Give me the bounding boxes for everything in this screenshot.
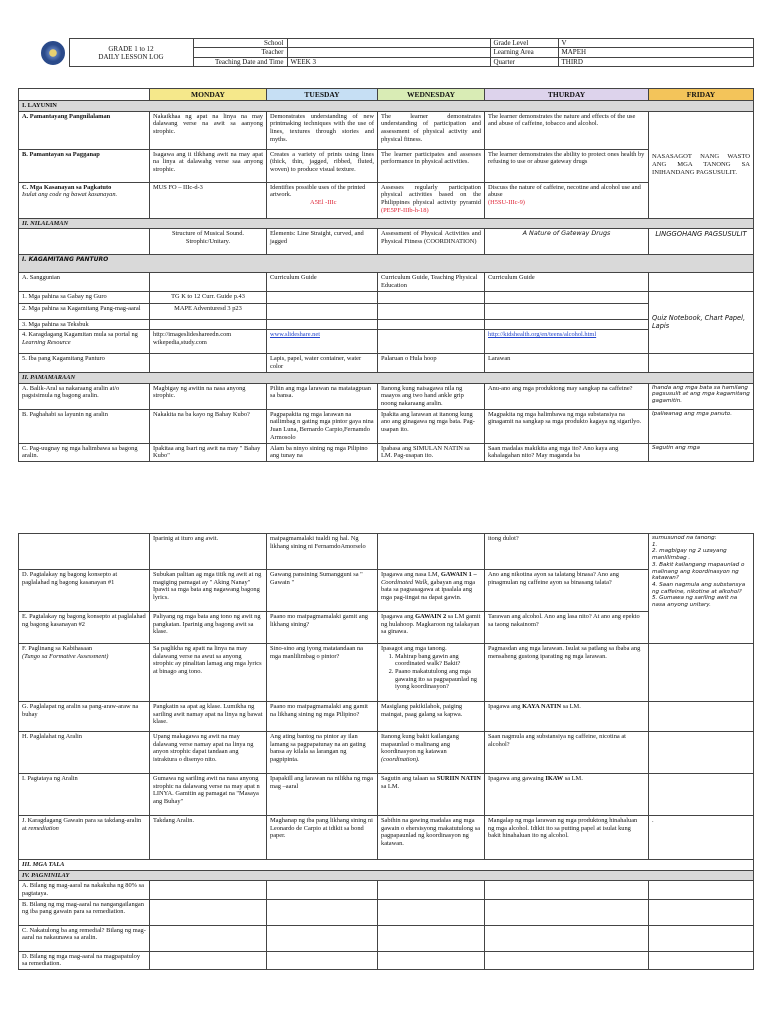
sanggunian-label: A. Sanggunian: [19, 273, 150, 291]
row-b-label: B. Pamantayan sa Pagganap: [19, 149, 150, 182]
section-mga-tala: III. MGA TALA: [19, 860, 754, 871]
row-i-wednesday: [378, 774, 485, 816]
iba-wednesday: Palaruan o Hula hoop: [378, 354, 485, 372]
row-pc-label: C. Pag-uugnay ng mga halimbawa sa bagong aralin.: [19, 443, 150, 461]
nilalaman-thursday: A Nature of Gateway Drugs: [485, 229, 649, 255]
reflect-c-label: C. Nakatulong ba ang remedial? Bilang ng mag-aaral na nakaunawa sa aralin.: [19, 925, 150, 951]
row-g-thu-b: KAYA NATIN: [522, 703, 562, 710]
reflect-d-monday: [150, 951, 267, 969]
title-line-2: DAILY LESSON LOG: [98, 52, 164, 61]
row-f-wed-list: [381, 653, 481, 691]
row-f-wed-item-1: 1. Mahirap bang gawin ang coordinated walk? Bakit?: [395, 653, 481, 668]
grade-value: V: [558, 39, 753, 48]
deped-seal: [37, 39, 69, 67]
cont-label: [19, 534, 150, 570]
row-pa-label: A. Balik-Aral sa nakaraang aralin at/o pagsisimula ng bagong aralin.: [19, 383, 150, 409]
reflect-d-thursday: [485, 951, 649, 969]
section-kagamitan: I. KAGAMITANG PANTURO: [19, 255, 754, 273]
row-j-label-text: J. Karagdagang Gawain para sa takdang-aralin at: [22, 817, 142, 832]
reflect-a-label: A. Bilang ng mag-aaral na nakakuha ng 80% sa pagtataya.: [19, 881, 150, 899]
row-h-friday: [649, 732, 754, 774]
row-d-wed-a: Ipagawa ang nasa LM,: [381, 571, 440, 578]
row-f-monday: Sa paglikha ng apatt na linya na may dalawang verse na awut sa anyong strophic ay pinalitan lamag ang mga lyrics at binago ang tono.: [150, 644, 267, 702]
reflect-c-tuesday: [267, 925, 378, 951]
reflect-c-wednesday: [378, 925, 485, 951]
row-b-tuesday: Creates a variety of prints using lines (thick, thin, jagged, ribbed, fluted, woven) to produce visual texture.: [267, 149, 378, 182]
row-pc-wednesday: Ipabasa ang SIMULAN NATIN sa LM. Pag-usapan ito.: [378, 443, 485, 461]
section-layunin: I. LAYUNIN: [19, 101, 754, 112]
row-e-thursday: Tarawan ang alcohol. Ano ang lasa nito? At ano ang epekto sa taong nakainom?: [485, 612, 649, 644]
row-pa-tuesday: Piliin ang mga larawan na matatagpuan sa bansa.: [267, 383, 378, 409]
row-g-tuesday: Paano mo maipagmamalaki ang gamit na likhang sining ng mga Pilipino?: [267, 702, 378, 732]
row-c-tuesday-code: A5El -IIIc: [310, 199, 337, 207]
section-pamamaraan: II. PAMAMARAAN: [19, 372, 754, 383]
date-value: WEEK 3: [287, 57, 490, 66]
reflect-a-thursday: [485, 881, 649, 899]
kagamitan-wednesday: [378, 303, 485, 319]
lr-thursday-link[interactable]: http://kidshealth.org/en/teens/alcohol.html: [485, 330, 649, 354]
cont-wednesday: [378, 534, 485, 570]
lr-wednesday: [378, 330, 485, 354]
row-h-wed-b: (coordination).: [381, 756, 420, 764]
row-f-wed-item-2: 2. Paano makatutulong ang mga gawaing ito sa pagpapaunlad ng iyong koordinasyon?: [395, 668, 481, 691]
gabay-wednesday: [378, 291, 485, 303]
row-h-thursday: Saan nagmula ang substansiya ng caffeine, nicotina at alcohol?: [485, 732, 649, 774]
lr-friday: Quiz Notebook, Chart Papel, Lapis: [649, 291, 754, 354]
lesson-table-2: [18, 533, 754, 970]
row-b-thursday: The learner demonstrates the ability to protect ones health by refusing to use or abuse gateway drugs: [485, 149, 649, 182]
row-c-wednesday: [378, 182, 485, 218]
friday-question-2: 2. magbigay ng 2 uzayang manlilimbag .: [652, 548, 727, 562]
reflect-d-wednesday: [378, 951, 485, 969]
friday-question-5: 5. Gumawa ng sariling awit na nasa anyong unitary.: [652, 595, 738, 609]
cont-thursday: itong dulot?: [485, 534, 649, 570]
nilalaman-wednesday: Assessment of Physical Activities and Physical Fitness (COORDINATION): [378, 229, 485, 255]
cont-monday: Iparinig at ituro ang awit.: [150, 534, 267, 570]
row-g-thu-c: sa LM.: [562, 703, 581, 710]
row-c-wednesday-text: Assesses regularly participation physical activities based on the Philippines physical activity pyramid: [381, 183, 481, 207]
kagamitan-label: 2. Mga pahina sa Kagamitang Pang-mag-aaral: [19, 303, 150, 319]
row-j-monday: Takdang Aralin.: [150, 816, 267, 860]
row-a-label: A. Pamantayang Pangnilalaman: [19, 111, 150, 149]
area-value: MAPEH: [558, 48, 753, 57]
row-pa-thursday: Anu-ano ang mga produktong may sangkap na caffeine?: [485, 383, 649, 409]
iba-monday: [150, 354, 267, 372]
row-e-monday: Paliyang ng mga bata ang tono ng awit ng pangkatan. Iparinig ang bagong awit sa klase.: [150, 612, 267, 644]
row-d-wed-c: Coordinated Walk,: [381, 578, 429, 586]
reflect-a-wednesday: [378, 881, 485, 899]
friday-question-1: 1.: [652, 541, 658, 548]
sanggunian-wednesday: Curriculum Guide, Teaching Physical Education: [378, 273, 485, 291]
friday-question-4: 4. Saan nagmula ang substansya ng caffeine, nikotine at alkohol?: [652, 581, 746, 595]
row-f-label-sub: (Tungo sa Formative Assessment): [22, 652, 109, 660]
quarter-value: THIRD: [558, 57, 753, 66]
friday-question-intro: sumusunod na tanong:: [652, 535, 717, 541]
row-e-wed-c: sa LM gamit ng hulahoop. Magkaroon ng talakayan sa ginawa.: [381, 613, 481, 636]
reflect-b-wednesday: [378, 899, 485, 925]
teksbuk-tuesday: [267, 319, 378, 330]
row-f-label: [19, 644, 150, 702]
row-pb-label: B. Paghahabi sa layunin ng aralin: [19, 409, 150, 443]
row-pb-tuesday: Pagpapakita ng mga larawan na nailimbag n gating mga pintor gaya nina Juan Luna, Bernardo Carpio,Fernamdo Armosolo: [267, 409, 378, 443]
gabay-tuesday: [267, 291, 378, 303]
friday-question-3: 3. Bakit kailangang mapaunlad o malinang ang koordinasyon ng katawan?: [652, 561, 745, 582]
lr-label-text: 4. Karagdagang Kagamitan mula sa portal ng: [22, 331, 138, 339]
row-c-tuesday-text: Identifies possible uses of the printed artwork.: [270, 183, 366, 199]
row-f-wednesday: [378, 644, 485, 702]
reflect-b-friday: [649, 899, 754, 925]
school-value: [287, 39, 490, 48]
row-i-thu-c: sa LM.: [564, 775, 583, 782]
row-f-thursday: Pagmasdan ang mga larawan. Isulat sa patlang sa ibaba ang mensaheng gustong iparating ng mga larawan.: [485, 644, 649, 702]
row-i-wed-b: SURIIN NATIN: [436, 775, 481, 782]
row-c-label-text: C. Mga Kasanayan sa Pagkatuto: [22, 183, 112, 191]
row-a-friday: NASASAGOT NANG WASTO ANG MGA TANONG SA INIHANDANG PAGSUSULIT.: [649, 111, 754, 218]
row-f-tuesday: Sino-sino ang iyong matatandaan na mga manlilimbag o pintor?: [267, 644, 378, 702]
teksbuk-monday: [150, 319, 267, 330]
reflect-a-tuesday: [267, 881, 378, 899]
cont-tuesday: maipagmamalaki tualdi ng hal. Ng likhang sining ni FernamdoAmorselo: [267, 534, 378, 570]
reflect-b-thursday: [485, 899, 649, 925]
cont-friday: [649, 534, 754, 644]
row-j-friday: .: [649, 816, 754, 860]
teksbuk-thursday: [485, 319, 649, 330]
row-b-wednesday: The learner participates and assesses performance in physical activities.: [378, 149, 485, 182]
row-c-monday: MUS FO – IIIc-d-3: [150, 182, 267, 218]
row-j-thursday: Mangalap ng mga larawan ng mga produktong hinahaluan ng mga alcohol. Idikit ito sa putting papel at isulat kung bakit hinahaluan ito ng alcohol.: [485, 816, 649, 860]
row-c-thursday-text: Discuss the nature of caffeine, necotine and alcohol use and abuse: [488, 183, 641, 199]
row-h-label: H. Paglalahat ng Aralin: [19, 732, 150, 774]
day-tuesday: TUESDAY: [267, 89, 378, 101]
lesson-table-1: [18, 88, 754, 462]
iba-tuesday: Lapis, papel, water container, water color: [267, 354, 378, 372]
row-i-friday: [649, 774, 754, 816]
row-e-wed-b: GAWAIN 2: [415, 613, 447, 620]
day-thursday: THURDAY: [485, 89, 649, 101]
sanggunian-monday: [150, 273, 267, 291]
row-f-label-text: F. Paglinang sa Kabihasaan: [22, 645, 93, 652]
row-c-tuesday: [267, 182, 378, 218]
row-g-thursday: [485, 702, 649, 732]
row-d-label: D. Pagtalakay ng bagong konsepto at paglalahad ng bagong kasanayan #1: [19, 570, 150, 612]
sanggunian-tuesday: Curriculum Guide: [267, 273, 378, 291]
reflect-d-tuesday: [267, 951, 378, 969]
reflect-a-friday: [649, 881, 754, 899]
day-friday: FRIDAY: [649, 89, 754, 101]
row-i-wed-c: sa LM.: [381, 782, 400, 790]
row-c-label: [19, 182, 150, 218]
day-wednesday: WEDNESDAY: [378, 89, 485, 101]
reflect-c-friday: [649, 925, 754, 951]
row-i-wed-a: Sagutin ang talaan sa: [381, 775, 436, 782]
row-i-label: I. Pagtataya ng Aralin: [19, 774, 150, 816]
teacher-value: [287, 48, 490, 57]
quarter-label: Quarter: [490, 57, 558, 66]
kagamitan-tuesday: [267, 303, 378, 319]
gabay-monday: TG K to 12 Curr. Guide p.43: [150, 291, 267, 303]
row-i-thu-b: IKAW: [545, 775, 564, 782]
row-d-wed-b: GAWAIN 1 –: [440, 571, 477, 578]
row-pb-monday: Nakakita na ba kayo ng Bahay Kubo?: [150, 409, 267, 443]
row-e-tuesday: Paano mo maipagmamalaki gamit ang likhang sining?: [267, 612, 378, 644]
row-d-thursday: Ano ang nikotina ayon sa talatang binasa? Ano ang pinagmulan ng caffeine ayon sa binasang talata?: [485, 570, 649, 612]
row-a-tuesday: Demonstrates understanding of new printmaking techniques with the use of lines, textures through stories and myths.: [267, 111, 378, 149]
row-j-label: [19, 816, 150, 860]
row-g-label: G. Paglalapat ng aralin sa pang-araw-araw na buhay: [19, 702, 150, 732]
nilalaman-monday: Structure of Musical Sound. Strophic/Unitary.: [150, 229, 267, 255]
row-b-monday: Isagawa ang ii tlikhang awit na may apat na linya at dalawahg verse saa anyong strophic.: [150, 149, 267, 182]
row-c-thursday-code: (H5SU-IIIc-9): [488, 199, 525, 207]
nilalaman-label: [19, 229, 150, 255]
row-pa-wednesday: Itanong kung naisagawa nila ng maayos ang two hand ankle grip noong nakaraang aralin.: [378, 383, 485, 409]
reflect-b-tuesday: [267, 899, 378, 925]
iba-friday: [649, 354, 754, 372]
row-h-wed-a: Itanong kung bakit kailangang mapaunlad o malinang ang koordinasyon ng katawan: [381, 733, 459, 756]
kagamitan-monday: MAPE Adventuresd 3 p23: [150, 303, 267, 319]
row-pc-tuesday: Alam ba ninyo sining ng mga Pilipino ang tunay na: [267, 443, 378, 461]
row-pc-monday: Ipakitaa ang Isart ng awit na may " Bahay Kubo": [150, 443, 267, 461]
nilalaman-tuesday: Elements: Line Straight, curved, and jagged: [267, 229, 378, 255]
row-pc-thursday: Saan madalas makikita ang mga ito? Ano kaya ang kahalagahan nito? May maganda ba: [485, 443, 649, 461]
iba-label: 5. Iba pang Kagamitang Panturo: [19, 354, 150, 372]
reflect-b-monday: [150, 899, 267, 925]
row-g-friday: [649, 702, 754, 732]
section-pagninilay: IV. PAGNINILAY: [19, 870, 754, 881]
row-i-monday: Gumawa ng sariling awit na nasa anyong strophic na dalawang verse na may apat n LINYA. Gamitin ag pamagat na "Masaya ang Buhay": [150, 774, 267, 816]
row-f-friday: [649, 644, 754, 702]
row-pa-monday: Magbigay ng awitin na nasa anyong strophic.: [150, 383, 267, 409]
row-i-tuesday: Ipapakill ang larawan na nilikha ng mga mag –aaral: [267, 774, 378, 816]
row-pb-friday: Ipaliwanag ang mga panuto.: [649, 409, 754, 443]
row-i-thursday: [485, 774, 649, 816]
row-h-monday: Upang makagawa ng awit na may dalawang verse namay apat na linya ng anyon strophic dapat tandaan ang istraktura o disenyo nito.: [150, 732, 267, 774]
header-table: [37, 38, 754, 67]
row-pc-friday: Sagutin ang mga: [649, 443, 754, 461]
reflect-d-friday: [649, 951, 754, 969]
sanggunian-friday: [649, 273, 754, 291]
sanggunian-thursday: Curriculum Guide: [485, 273, 649, 291]
row-c-thursday: [485, 182, 649, 218]
lr-monday: http://imageslideshareedn.com wikepedia,study.com: [150, 330, 267, 354]
dll-title: [69, 39, 193, 67]
lr-tuesday-link[interactable]: www.slideshare.net: [267, 330, 378, 354]
row-j-wednesday: Sabihin na gawing madalas ang mga gawain o ehersisyong makatutulong sa pagpapaunlad ng koordinasyon ng katawan.: [378, 816, 485, 860]
row-c-sublabel: Isulat ang code ng bawat kasanayan.: [22, 191, 118, 199]
school-label: School: [193, 39, 287, 48]
row-d-monday: Subukan palitan ag mga titik ng awit at ng magiging pamagat ay " Aking Nanay" Ipawit sa mga bata ang nagawang bagong lyrics.: [150, 570, 267, 612]
kagamitan-thursday: [485, 303, 649, 319]
lr-label: [19, 330, 150, 354]
row-c-wednesday-code: (PE5PF-IIIb-h-18): [381, 206, 429, 214]
reflect-c-thursday: [485, 925, 649, 951]
section-nilalaman: II. NILALAMAN: [19, 218, 754, 229]
row-g-wednesday: Masiglang pakikilahok, paiging maingat, paag galang sa kapwa.: [378, 702, 485, 732]
reflect-d-label: D. Bilang ng mga mag-aaral na magpapatuloy sa remediation.: [19, 951, 150, 969]
blank-day-header: [19, 89, 150, 101]
area-label: Learning Area: [490, 48, 558, 57]
reflect-b-label: B. Bilang ng mg mag-aaral na nangangailangan ng iba pang gawain para sa remediation.: [19, 899, 150, 925]
reflect-a-monday: [150, 881, 267, 899]
row-pb-wednesday: Ipakita ang larawan at itanong kung ano ang ginagawa ng mga bata. Pag-usapan ito.: [378, 409, 485, 443]
gabay-label: 1. Mga pahina sa Gabay ng Guro: [19, 291, 150, 303]
row-d-wednesday: [378, 570, 485, 612]
teacher-label: Teacher: [193, 48, 287, 57]
row-h-tuesday: Ang ating bantog na pintor ay ilan lamang sa pagpapatunay na an gating bansa ay kilala sa larangan ng pagpipinta.: [267, 732, 378, 774]
row-a-monday: Nakaikhaa ng apat na linya na may dalawang verse na awit sa aanyong strophic.: [150, 111, 267, 149]
row-d-wed-d: gabayan ang mga bata sa pagsasagawa at ipaalala ang mga pag-iingat na dapat gawin.: [381, 578, 476, 602]
row-i-thu-a: Ipagawa ang gawaing: [488, 775, 544, 782]
row-f-wed-intro: Ipasagot ang mga tanong.: [381, 645, 447, 652]
row-e-wednesday: [378, 612, 485, 644]
row-h-wednesday: [378, 732, 485, 774]
row-j-tuesday: Maghanap ng iba pang likhang sining ni Leonardo de Carpio at idikit sa bond paper.: [267, 816, 378, 860]
row-pb-thursday: Magpakita ng mga halimbawa ng mga substansiya na ginagamit na sangkap sa mga produkto kagaya ng sigarilyo.: [485, 409, 649, 443]
teksbuk-label: 3. Mga pahina sa Teksbuk: [19, 319, 150, 330]
seal-icon: [41, 41, 65, 65]
reflect-c-monday: [150, 925, 267, 951]
row-a-thursday: The learner demonstrates the nature and effects of the use and abuse of caffeine, tobacco and alcohol.: [485, 111, 649, 149]
row-g-monday: Pangkatin sa apat ag klase. Lumikha ng sariling awit namay apat na linya ng bawat klase.: [150, 702, 267, 732]
iba-thursday: Larawan: [485, 354, 649, 372]
row-e-wed-a: Ipagawa ang: [381, 613, 414, 620]
date-label: Teaching Date and Time: [193, 57, 287, 66]
row-j-label-italic: remediation: [28, 824, 59, 832]
row-pa-friday: Ihanda ang mga bata sa hamilang pagsusulit at ang mga kagamitang gagamitin.: [649, 383, 754, 409]
row-e-label: E. Pagtalakay ng bagong konsepto at paglalahad ng bagong kasanayan #2: [19, 612, 150, 644]
day-monday: MONDAY: [150, 89, 267, 101]
row-d-tuesday: Gawang pansining Sumangguni sa " Gawain ": [267, 570, 378, 612]
teksbuk-wednesday: [378, 319, 485, 330]
title-line-1: GRADE 1 to 12: [108, 44, 154, 53]
row-a-wednesday: The learner demonstrates understanding of participation and assessment of physical activity and physical fitness.: [378, 111, 485, 149]
grade-label: Grade Level: [490, 39, 558, 48]
row-g-thu-a: Ipagawa ang: [488, 703, 521, 710]
lr-label-italic: Learning Resource: [22, 339, 71, 347]
nilalaman-friday: LINGGOHANG PAGSUSULIT: [649, 229, 754, 255]
gabay-thursday: [485, 291, 649, 303]
